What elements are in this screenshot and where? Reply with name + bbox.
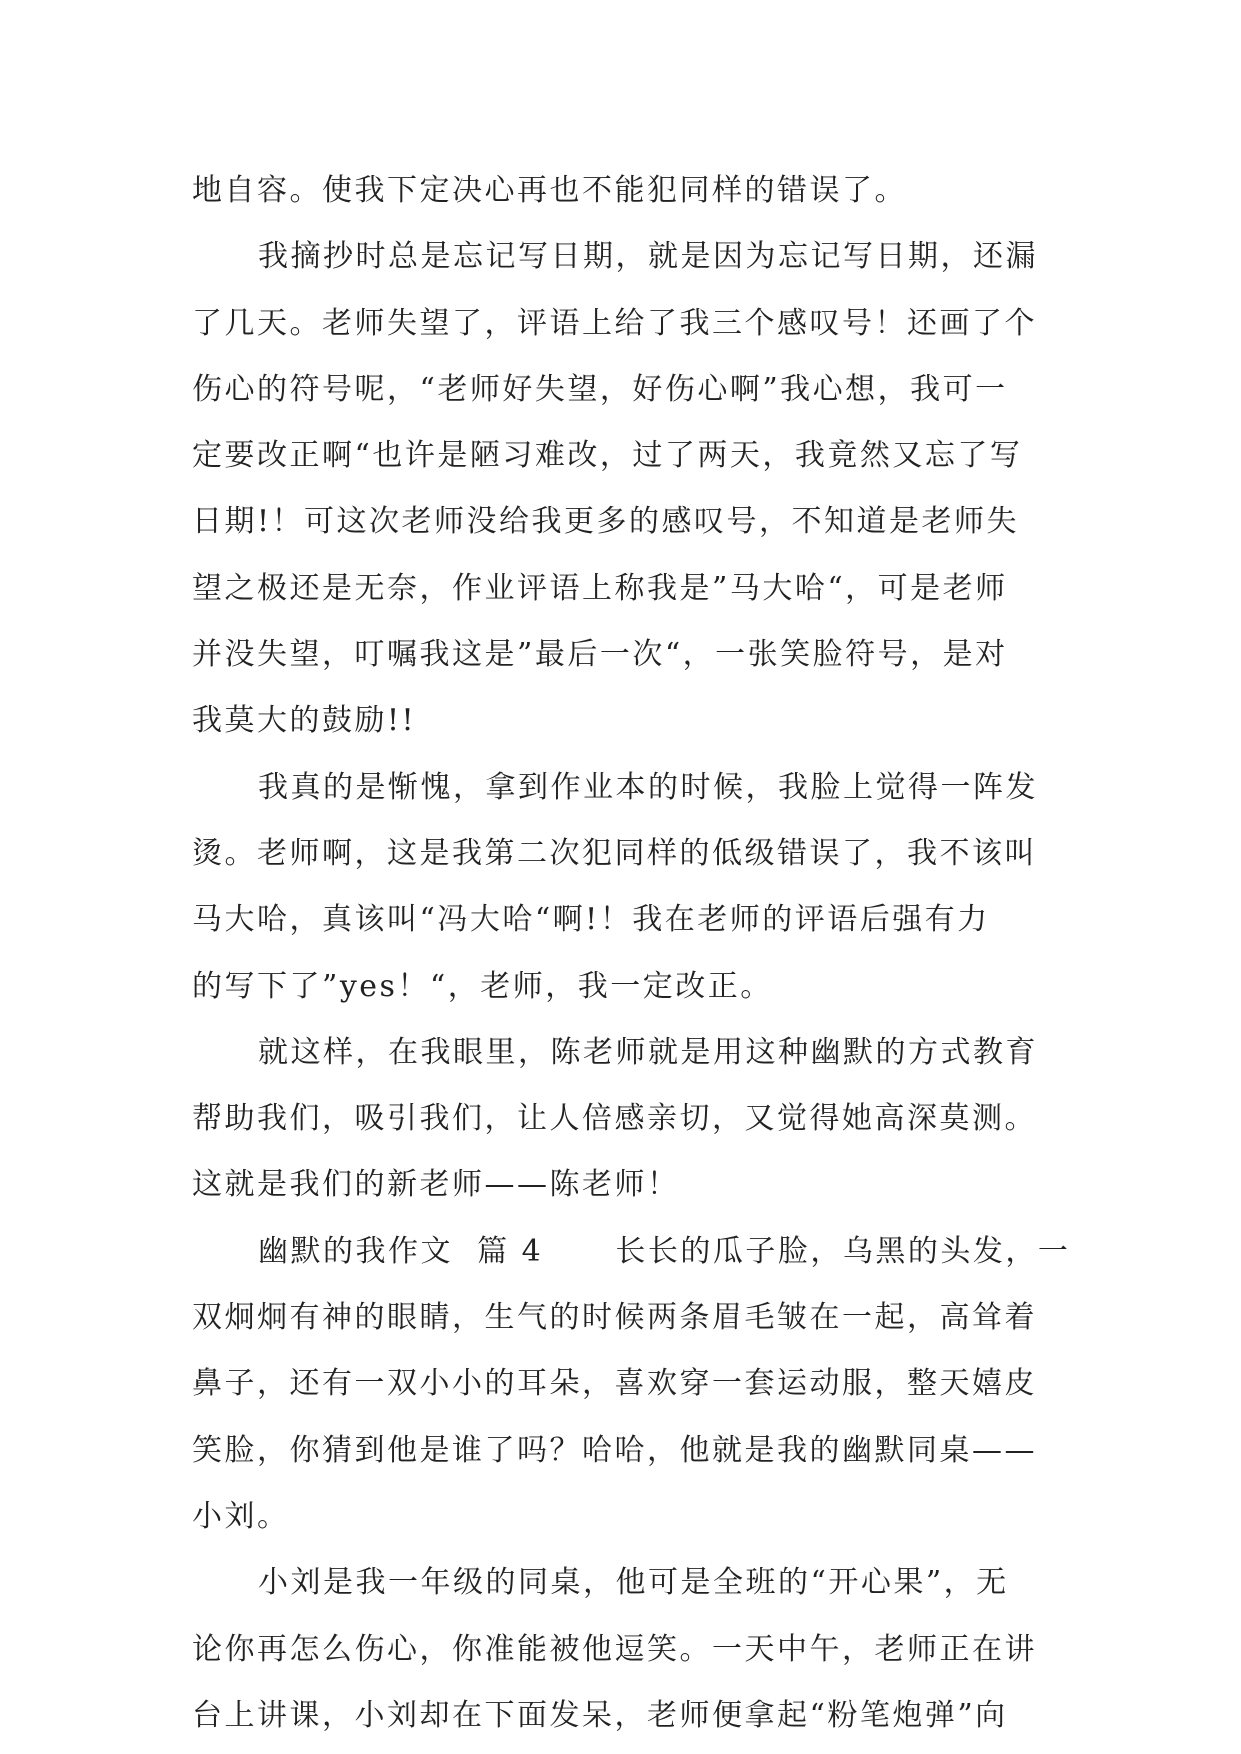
paragraph-start-line: 就这样，在我眼里，陈老师就是用这种幽默的方式教育 (258, 1034, 1038, 1070)
text-line: 这就是我们的新老师——陈老师！ (192, 1167, 680, 1203)
text-line: 的写下了”yes！“，老师，我一定改正。 (192, 968, 773, 1004)
section-heading-line: 幽默的我作文 篇 4 长长的瓜子脸，乌黑的头发，一 (258, 1233, 1071, 1269)
text-line: 帮助我们，吸引我们，让人倍感亲切，又觉得她高深莫测。 (192, 1101, 1037, 1137)
text-line: 并没失望，叮嘱我这是”最后一次“，一张笑脸符号，是对 (192, 637, 1008, 673)
essay-text (192, 158, 1072, 1749)
text-line: 望之极还是无奈，作业评语上称我是”马大哈“，可是老师 (192, 570, 1008, 606)
text-line: 鼻子，还有一双小小的耳朵，喜欢穿一套运动服，整天嬉皮 (192, 1366, 1037, 1402)
text-line: 小刘。 (192, 1498, 290, 1534)
text-line: 笑脸，你猜到他是谁了吗？哈哈，他就是我的幽默同桌—— (192, 1432, 1037, 1468)
text-line: 论你再怎么伤心，你准能被他逗笑。一天中午，老师正在讲 (192, 1631, 1037, 1667)
paragraph-start-line: 我真的是惭愧，拿到作业本的时候，我脸上觉得一阵发 (258, 769, 1038, 805)
text-line: 日期!！可这次老师没给我更多的感叹号，不知道是老师失 (192, 504, 1020, 540)
text-line: 了几天。老师失望了，评语上给了我三个感叹号！还画了个 (192, 305, 1037, 341)
paragraph-start-line: 小刘是我一年级的同桌，他可是全班的“开心果”，无 (258, 1565, 1009, 1601)
text-line: 地自容。使我下定决心再也不能犯同样的错误了。 (192, 173, 907, 208)
paragraph-start-line: 我摘抄时总是忘记写日期，就是因为忘记写日期，还漏 (258, 239, 1038, 275)
text-line: 台上讲课，小刘却在下面发呆，老师便拿起“粉笔炮弹”向 (192, 1697, 1008, 1733)
text-line: 马大哈，真该叫“冯大哈“啊!！我在老师的评语后强有力 (192, 902, 990, 938)
text-line: 我莫大的鼓励!! (192, 703, 417, 739)
text-line: 烫。老师啊，这是我第二次犯同样的低级错误了，我不该叫 (192, 835, 1037, 871)
text-line: 定要改正啊“也许是陋习难改，过了两天，我竟然又忘了写 (192, 438, 1023, 474)
text-line: 双炯炯有神的眼睛，生气的时候两条眉毛皱在一起，高耸着 (192, 1300, 1037, 1336)
text-line: 伤心的符号呢，“老师好失望，好伤心啊”我心想，我可一 (192, 371, 1008, 407)
